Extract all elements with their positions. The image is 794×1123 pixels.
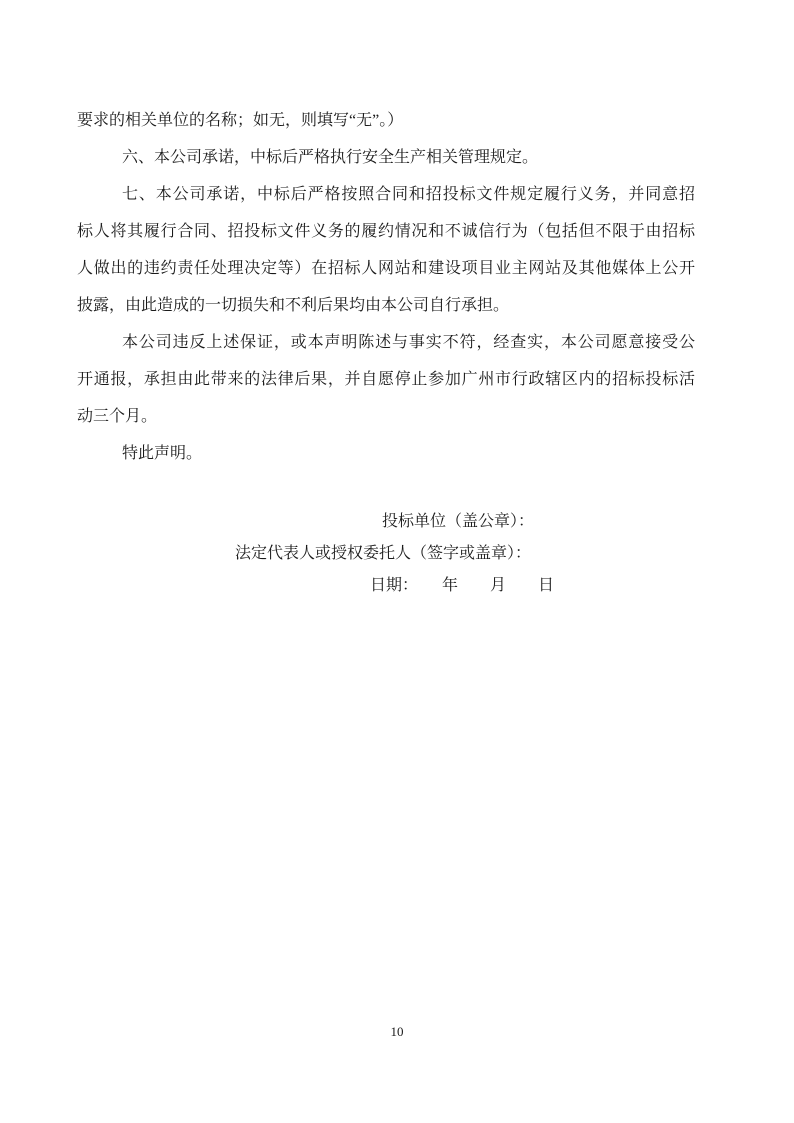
- clause-seven-line-2: 标人将其履行合同、招投标文件义务的履约情况和不诚信行为（包括但不限于由招标: [77, 223, 695, 240]
- penalty-paragraph-line-1: 本公司违反上述保证，或本声明陈述与事实不符，经查实，本公司愿意接受公: [122, 334, 695, 351]
- signature-bidder-seal-line: 投标单位（盖公章）：: [382, 513, 535, 530]
- signature-representative-line: 法定代表人或授权委托人（签字或盖章）：: [235, 545, 532, 562]
- clause-seven-line-4: 披露，由此造成的一切损失和不利后果均由本公司自行承担。: [77, 297, 510, 314]
- penalty-paragraph-line-3: 动三个月。: [77, 408, 158, 425]
- clause-seven-line-1: 七、本公司承诺，中标后严格按照合同和招投标文件规定履行义务，并同意招: [122, 186, 695, 203]
- page-number: 10: [390, 1024, 404, 1039]
- declaration-body: [77, 102, 695, 472]
- clause-six-line: 六、本公司承诺，中标后严格执行安全生产相关管理规定。: [122, 149, 539, 166]
- penalty-paragraph-line-2: 开通报，承担由此带来的法律后果，并自愿停止参加广州市行政辖区内的招标投标活: [77, 371, 695, 388]
- closing-statement-line: 特此声明。: [122, 445, 203, 462]
- signature-date-line: 日期： 年 月 日: [370, 577, 555, 594]
- clause-seven-line-3: 人做出的违约责任处理决定等）在招标人网站和建设项目业主网站及其他媒体上公开: [77, 260, 695, 277]
- paragraph-continuation-line: 要求的相关单位的名称；如无，则填写“无”。）: [77, 112, 404, 129]
